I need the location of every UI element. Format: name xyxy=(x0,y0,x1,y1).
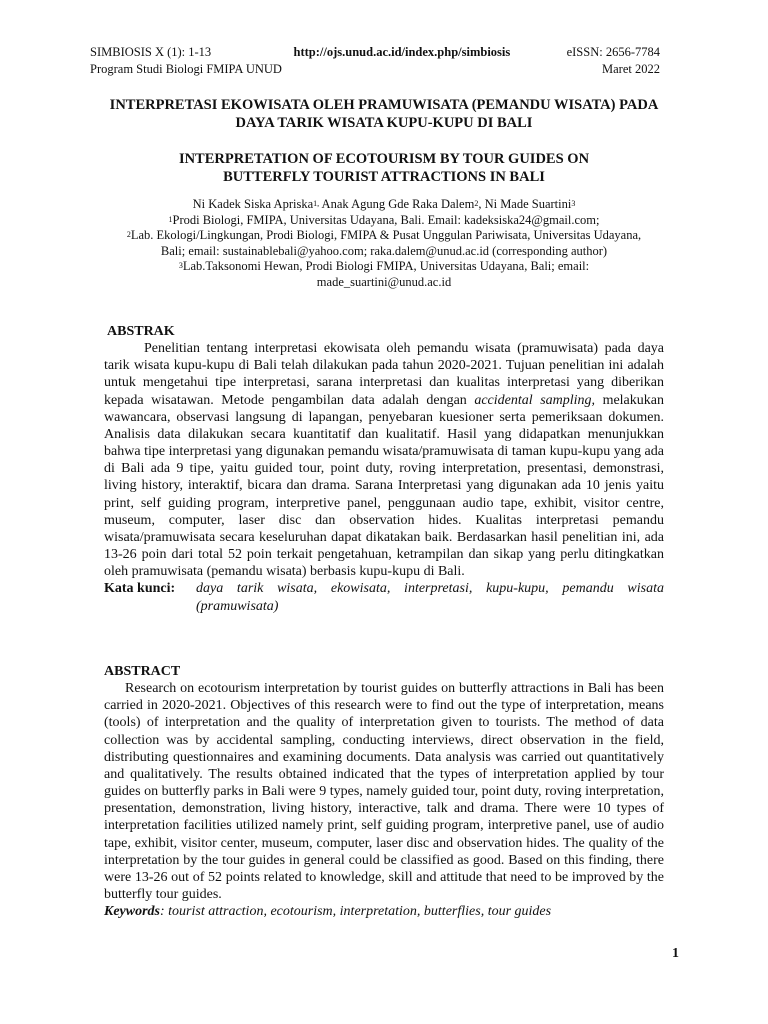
abstract-section xyxy=(104,663,664,920)
issue-date: Maret 2022 xyxy=(602,62,660,76)
author-list: Ni Kadek Siska Apriska$^{1,}$ Anak Agung Gde Raka Dalem$^2$, Ni Made Suartini$^3$ xyxy=(192,197,576,211)
affiliation-2: $^2$Lab. Ekologi/Lingkungan, Prodi Biologi, FMIPA & Pusat Unggulan Pariwisata, Universitas Udayana, Bali; email: sustainablebali@yahoo.com; raka.dalem@unud.ac.id (corresponding author) xyxy=(126,228,642,258)
title-indonesian: INTERPRETASI EKOWISATA OLEH PRAMUWISATA (PEMANDU WISATA) PADA DAYA TARIK WISATA KUPU-KUPU DI BALI xyxy=(109,97,659,131)
page-number: 1 xyxy=(672,946,679,961)
affiliation-3: $^3$Lab.Taksonomi Hewan, Prodi Biologi FMIPA, Universitas Udayana, Bali; email: made_suartini@unud.ac.id xyxy=(178,259,590,289)
abstract-heading: ABSTRACT xyxy=(104,664,181,679)
running-subheader xyxy=(90,61,660,77)
kata-kunci-label: Kata kunci: xyxy=(104,581,176,597)
affiliation-1: $^1$Prodi Biologi, FMIPA, Universitas Udayana, Bali. Email: kadeksiska24@gmail.com; xyxy=(168,212,600,227)
abstract-text: Research on ecotourism interpretation by tourist guides on butterfly attractions in Bali has been carried in 2020-2021. Objectives of this research were to find out the type of interpretation, means (tools) of interpretation and the quality of interpretation given to tourists. The method of data collection was by accidental sampling, conducting interviews, direct observation in the field, distributing questionnaires and examining documents. Data analysis was carried out quantitatively and qualitatively. The results obtained indicated that the types of interpretation applied by tour guides on butterfly parks in Bali were 9 types, namely guided tour, point duty, roving interpretation, presentation, demonstration, living history, interactive, talk and drama. There were 10 types of interpretation facilities utilized namely print, self guiding program, interpretive panel, use of audio tape, exhibit, visitor center, museum, computer, laser disc and observation hides. The quality of the interpretation by the tour guides in general could be classified as good. Based on this finding, there were 13-26 out of 52 points related to knowledge, skill and attitude that need to be improved by the butterfly tour guides. xyxy=(104,681,664,903)
kata-kunci-text: daya tarik wisata, ekowisata, interpretasi, kupu-kupu, pemandu wisata (pramuwisata) xyxy=(196,581,664,614)
abstrak-text: Penelitian tentang interpretasi ekowisata oleh pemandu wisata (pramuwisata) pada daya tarik wisata kupu-kupu di Bali telah dilakukan pada tahun 2020-2021. Tujuan penelitian ini adalah untuk mengetahui tipe interpretasi, sarana interpretasi dan kualitas interpretasi yang diberikan kepada wisatawan. Metode pengambilan data adalah dengan accidental sampling, melakukan wawancara, observasi langsung di lapangan, penyebaran kuesioner serta pemeriksaan dokumen. Analisis data dilakukan secara kuantitatif dan kualitatif. Hasil yang didapatkan menunjukkan bahwa tipe interpretasi yang digunakan pemandu wisata/pramuwisata di taman kupu-kupu yang ada di Bali ada 9 tipe, yaitu guided tour, point duty, roving interpretation, presentasi, demonstrasi, living history, interaktif, bicara dan drama. Sarana Interpretasi yang digunakan ada 10 jenis yaitu print, self guiding program, interpretive panel, penggunaan audio tape, exhibit, visitor centre, museum, computer, laser disc dan observation hides. Kualitas interpretasi pemandu wisata/pramuwisata secara keseluruhan dapat dikatakan baik. Berdasarkan hasil penelitian ini, ada 13-26 poin dari total 52 poin terkait pengetahuan, ketrampilan dan sikap yang perlu ditingkatkan oleh pramuwisata (pemandu wisata) berbasis kupu-kupu di Bali. xyxy=(104,341,664,580)
abstrak-heading: ABSTRAK xyxy=(107,324,175,339)
keywords xyxy=(104,903,664,920)
keywords-text: : tourist attraction, ecotourism, interpretation, butterflies, tour guides xyxy=(160,904,552,920)
program-name: Program Studi Biologi FMIPA UNUD xyxy=(90,62,282,76)
issn: eISSN: 2656-7784 xyxy=(566,45,660,59)
kata-kunci xyxy=(104,580,664,614)
keywords-label: Keywords xyxy=(104,904,160,920)
title-english: INTERPRETATION OF ECOTOURISM BY TOUR GUIDES ON BUTTERFLY TOURIST ATTRACTIONS IN BALI xyxy=(178,151,590,185)
journal-citation: SIMBIOSIS X (1): 1-13 xyxy=(90,45,212,59)
abstrak-section xyxy=(104,323,664,615)
journal-url: http://ojs.unud.ac.id/index.php/simbiosis xyxy=(293,45,511,59)
author-block xyxy=(120,197,648,290)
running-header xyxy=(90,44,660,60)
